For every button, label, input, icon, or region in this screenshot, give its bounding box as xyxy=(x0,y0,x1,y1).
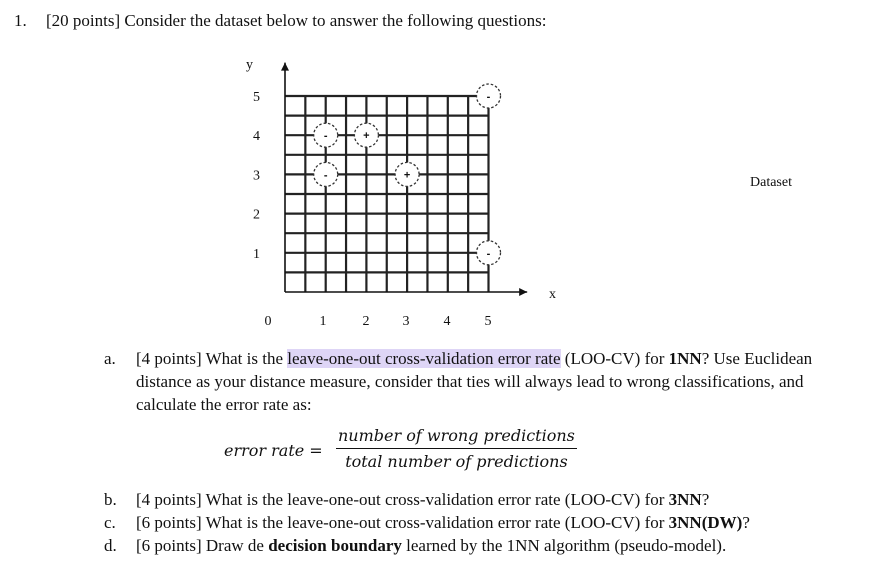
question-text: [20 points] Consider the dataset below to answer the following questions: xyxy=(46,11,547,30)
bold-term: 1NN xyxy=(668,349,702,368)
formula-numerator: number of wrong predictions xyxy=(336,426,577,449)
question-d xyxy=(104,534,726,557)
item-text: [6 points] Draw de xyxy=(136,536,269,555)
bold-term: 3NN xyxy=(668,490,702,509)
data-point-label: + xyxy=(363,130,370,143)
plot-grid xyxy=(285,96,489,292)
item-text: (LOO-CV) for xyxy=(560,349,669,368)
x-tick-label: 4 xyxy=(443,314,451,329)
y-tick-label: 1 xyxy=(253,246,260,262)
y-axis-label: y xyxy=(246,57,253,73)
item-letter: a. xyxy=(104,349,116,368)
bold-term: decision boundary xyxy=(268,536,402,555)
formula-fraction xyxy=(336,426,577,471)
item-text: ? Use Euclidean distance as your distance measure, consider that ties will always lead to wrong classifications, and calculate the error rate as: xyxy=(136,349,813,414)
y-tick-label: 5 xyxy=(253,90,260,105)
x-tick-label: 2 xyxy=(362,314,370,329)
data-point-label: + xyxy=(403,169,411,182)
x-axis-arrow xyxy=(519,288,527,296)
x-tick-label: 5 xyxy=(484,314,492,329)
question-a xyxy=(104,347,826,416)
formula-denominator: total number of predictions xyxy=(345,452,568,471)
item-text: ? xyxy=(742,513,750,532)
y-axis-arrow xyxy=(281,63,289,71)
question-number: 1. xyxy=(14,11,27,30)
item-text: [6 points] What is the leave-one-out cross-validation error rate (LOO-CV) for xyxy=(136,513,669,532)
data-point-label: - xyxy=(486,247,491,260)
item-text: [4 points] What is the xyxy=(136,349,288,368)
item-letter: b. xyxy=(104,490,117,509)
highlighted-text: leave-one-out cross-validation error rate xyxy=(287,349,561,368)
x-tick-label: 0 xyxy=(264,314,272,329)
item-letter: d. xyxy=(104,536,117,555)
bold-term: 3NN(DW) xyxy=(668,513,743,532)
data-point-label: - xyxy=(486,91,491,103)
item-text: ? xyxy=(701,490,710,509)
item-text: [4 points] What is the leave-one-out cross-validation error rate (LOO-CV) for xyxy=(136,490,669,509)
x-tick-label: 3 xyxy=(402,314,410,329)
x-tick-label: 1 xyxy=(319,314,327,329)
y-tick-label: 4 xyxy=(253,129,260,145)
item-text: learned by the 1NN algorithm (pseudo-model). xyxy=(401,536,727,555)
data-point-label: - xyxy=(323,130,328,143)
formula-lhs: error rate = xyxy=(224,441,323,460)
dataset-label: Dataset xyxy=(750,175,792,190)
data-point-label: - xyxy=(323,169,328,182)
y-tick-label: 2 xyxy=(253,207,260,223)
question-c xyxy=(104,511,750,534)
x-axis-label: x xyxy=(549,287,556,302)
y-tick-label: 3 xyxy=(253,168,260,184)
item-letter: c. xyxy=(104,513,116,532)
question-b xyxy=(104,488,709,511)
